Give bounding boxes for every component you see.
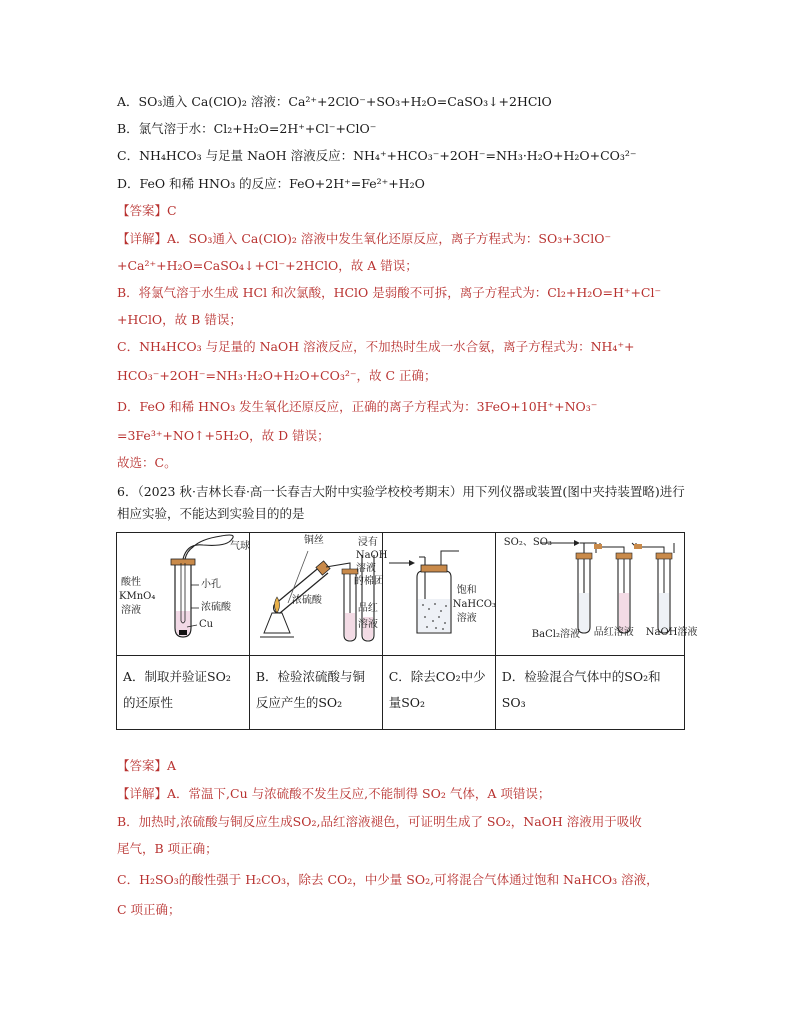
question-6: 6．（2023 秋·吉林长春·高一长春吉大附中实验学校校考期末）用下列仪器或装置(图中夹持装置略)进行相应实验，不能达到实验目的的是 — [117, 484, 685, 521]
label-small-hole: 小孔 — [201, 579, 221, 590]
detail1-line-6: HCO₃⁻+2OH⁻=NH₃·H₂O+H₂O+CO₃²⁻，故 C 正确； — [117, 368, 437, 383]
option-c: C．NH₄HCO₃ 与足量 NaOH 溶液反应：NH₄⁺+HCO₃⁻+2OH⁻=NH₃·H₂O+H₂O+CO₃²⁻ — [117, 148, 637, 163]
label-conc-h2so4-a: 浓硫酸 — [201, 602, 231, 613]
detail1-line-2: +Ca²⁺+H₂O=CaSO₄↓+Cl⁻+2HClO，故 A 错误； — [117, 258, 418, 273]
detail2-line-1: 【详解】A．常温下,Cu 与浓硫酸不发生反应,不能制得 SO₂ 气体，A 项错误； — [117, 786, 551, 801]
detail1-line-3: B．将氯气溶于水生成 HCl 和次氯酸，HClO 是弱酸不可拆，离子方程式为：Cl₂+H₂O=H⁺+Cl⁻ — [117, 285, 662, 300]
label-naoh-d: NaOH溶液 — [645, 627, 698, 638]
label-saturated: 饱和 — [456, 585, 477, 596]
detail1-line-5: C．NH₄HCO₃ 与足量的 NaOH 溶液反应，不加热时生成一水合氨，离子方程式为：NH₄⁺+ — [117, 339, 635, 354]
label-pinhong-b: 品红 — [357, 603, 378, 614]
label-nahco3: NaHCO₃ — [452, 599, 496, 610]
table-option-d: D．检验混合气体中的SO₂和SO₃ — [495, 656, 684, 730]
option-d: D．FeO 和稀 HNO₃ 的反应：FeO+2H⁺=Fe²⁺+H₂O — [117, 176, 425, 191]
figure-a — [117, 533, 249, 655]
label-copper-wire: 铜丝 — [303, 535, 324, 546]
table-option-c: C．除去CO₂中少量SO₂ — [382, 656, 495, 730]
table-option-b: B．检验浓硫酸与铜反应产生的SO₂ — [249, 656, 382, 730]
table-option-a: A．制取并验证SO₂的还原性 — [117, 656, 250, 730]
detail2-line-5: C 项正确； — [117, 902, 181, 917]
label-solution-b2: 溶液 — [357, 619, 378, 630]
detail2-line-4: C．H₂SO₃的酸性强于 H₂CO₃，除去 CO₂，中少量 SO₂,可将混合气体通过饱和 NaHCO₃ 溶液， — [117, 872, 659, 887]
detail1-line-9: 故选：C。 — [117, 455, 177, 470]
answer-label-2: 【答案】A — [117, 758, 177, 773]
label-conc-h2so4-b: 浓硫酸 — [291, 595, 322, 606]
experiment-table — [116, 532, 698, 730]
label-bacl2: BaCl₂溶液 — [531, 629, 580, 640]
label-acidic: 酸性 — [121, 577, 141, 588]
detail2-line-3: 尾气，B 项正确； — [117, 841, 218, 856]
label-solution-a: 溶液 — [121, 605, 141, 616]
label-cotton: 的棉团 — [353, 576, 384, 587]
figure-d — [496, 533, 698, 655]
detail1-line-8: =3Fe³⁺+NO↑+5H₂O，故 D 错误； — [117, 428, 330, 443]
label-solution-b1: 溶液 — [355, 563, 376, 574]
figure-c-drawing — [383, 533, 496, 655]
label-cu: Cu — [199, 619, 214, 630]
label-balloon: 气球 — [230, 541, 250, 552]
label-kmno4: KMnO₄ — [119, 591, 156, 602]
label-solution-c: 溶液 — [456, 613, 477, 624]
detail1-line-1: 【详解】A．SO₃通入 Ca(ClO)₂ 溶液中发生氧化还原反应，离子方程式为：SO₃+3ClO⁻ — [117, 231, 612, 246]
label-pinhong-d: 品红溶液 — [593, 627, 634, 638]
option-a: A．SO₃通入 Ca(ClO)₂ 溶液：Ca²⁺+2ClO⁻+SO₃+H₂O=CaSO₃↓+2HClO — [117, 94, 552, 109]
figure-c — [383, 533, 495, 655]
detail1-line-7: D．FeO 和稀 HNO₃ 发生氧化还原反应，正确的离子方程式为：3FeO+10H⁺+NO₃⁻ — [117, 399, 598, 414]
label-so2-so3: SO₂、SO₃ — [503, 537, 552, 548]
option-b: B．氯气溶于水：Cl₂+H₂O=2H⁺+Cl⁻+ClO⁻ — [117, 121, 377, 136]
label-naoh-b: NaOH — [355, 550, 388, 561]
detail2-line-2: B．加热时,浓硫酸与铜反应生成SO₂,品红溶液褪色，可证明生成了 SO₂，NaOH 溶液用于吸收 — [117, 814, 642, 829]
label-soaked: 浸有 — [357, 537, 378, 548]
detail1-line-4: +HClO，故 B 错误； — [117, 312, 242, 327]
answer-label-1: 【答案】C — [117, 203, 177, 218]
figure-b — [250, 533, 388, 655]
